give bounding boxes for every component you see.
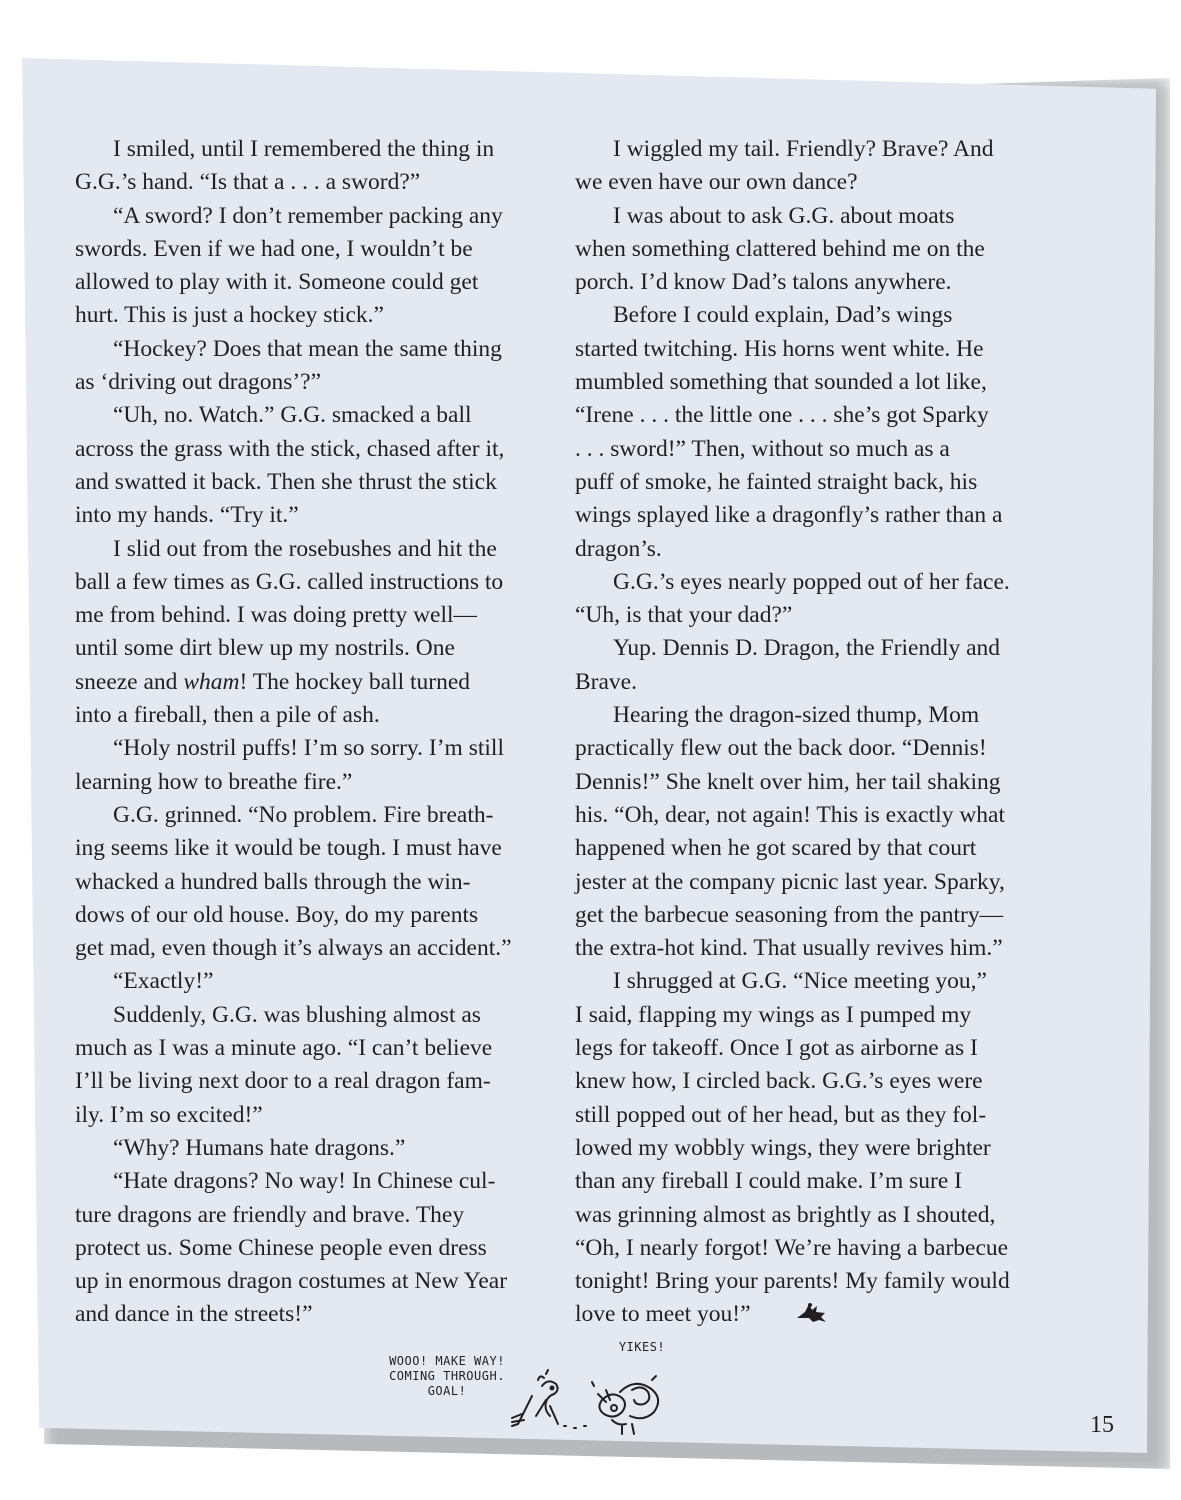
paragraph: “Why? Humans hate dragons.” xyxy=(113,1134,406,1161)
paragraph: Hearing the dragon-sized thump, Mom practically flew out the back door. “Dennis! Dennis!” She knelt over him, her tail shaking his. “Oh, dear, not again! This is exactly what happened when he got scared by that court jester at the company picnic last year. Sparky, get the barbecue seasoning from the pantry— the extra-hot kind. That usually revives him.” xyxy=(575,702,1005,962)
caption-left: WOOO! MAKE WAY! COMING THROUGH. GOAL! xyxy=(389,1354,505,1398)
paragraph: I was about to ask G.G. about moats when something clattered behind me on the porch. I’d know Dad’s talons anywhere. xyxy=(575,202,985,296)
text-column-right xyxy=(575,133,1025,1335)
paragraph: “Holy nostril puffs! I’m so sorry. I’m still learning how to breathe fire.” xyxy=(75,735,504,795)
paragraph: Suddenly, G.G. was blushing almost as much as I was a minute ago. “I can’t believe I’ll be living next door to a real dragon fam- ily. I’m so excited!” xyxy=(75,1001,493,1128)
paragraph: G.G. grinned. “No problem. Fire breath- ing seems like it would be tough. I must have whacked a hundred balls through the win- dows of our old house. Boy, do my parents get mad, even though it’s always an accident.” xyxy=(75,801,512,962)
paragraph: “Uh, no. Watch.” G.G. smacked a ball across the grass with the stick, chased after it, and swatted it back. Then she thrust the stick into my hands. “Try it.” xyxy=(75,402,505,529)
illustration xyxy=(372,1336,692,1446)
paragraph: Yup. Dennis D. Dragon, the Friendly and Brave. xyxy=(575,635,1001,695)
emphasis: wham xyxy=(183,668,240,695)
paragraph: I slid out from the rosebushes and hit the ball a few times as G.G. called instructions to me from behind. I was doing pretty well— until some dirt blew up my nostrils. One sneeze and wham! The hockey ball turned into a fireball, then a pile of ash. xyxy=(75,535,504,729)
dragon-silhouette-icon xyxy=(757,1300,829,1334)
paragraph: “Hockey? Does that mean the same thing as ‘driving out dragons’?” xyxy=(75,335,502,396)
paragraph: “A sword? I don’t remember packing any swords. Even if we had one, I wouldn’t be allowed to play with it. Someone could get hurt. This is just a hockey stick.” xyxy=(75,202,503,329)
paragraph: I wiggled my tail. Friendly? Brave? And we even have our own dance? xyxy=(575,136,994,196)
paragraph: Before I could explain, Dad’s wings started twitching. His horns went white. He mumbled something that sounded a lot like, “Irene . . . the little one . . . she’s got Sparky . . . sword!” Then, without so much as a puff of smoke, he fainted straight back, his wings splayed like a dragonfly’s rather than a dragon’s. xyxy=(575,302,1003,562)
paragraph: I smiled, until I remembered the thing in G.G.’s hand. “Is that a . . . a sword?” xyxy=(75,136,495,196)
caption-right: YIKES! xyxy=(618,1340,666,1354)
paragraph: “Hate dragons? No way! In Chinese cul- ture dragons are friendly and brave. They protect us. Some Chinese people even dress up in enormous dragon costumes at New Year and dance in the streets!” xyxy=(75,1168,508,1328)
paragraph: I shrugged at G.G. “Nice meeting you,” I said, flapping my wings as I pumped my legs for takeoff. Once I got as airborne as I knew how, I circled back. G.G.’s eyes were still popped out of her head, but as they fol- lowed my wobbly wings, they were brighter than any fireball I could make. I’m sure I was grinning almost as brightly as I shouted, “Oh, I nearly forgot! We’re having a barbecue tonight! Bring your parents! My family would love to meet you!” xyxy=(575,965,1025,1334)
dragon-cartoon-icon xyxy=(502,1356,682,1446)
page-number: 15 xyxy=(1090,1412,1114,1438)
paragraph: “Exactly!” xyxy=(113,968,214,995)
paragraph: G.G.’s eyes nearly popped out of her face. “Uh, is that your dad?” xyxy=(575,568,1010,629)
text-column-left xyxy=(75,133,527,1332)
